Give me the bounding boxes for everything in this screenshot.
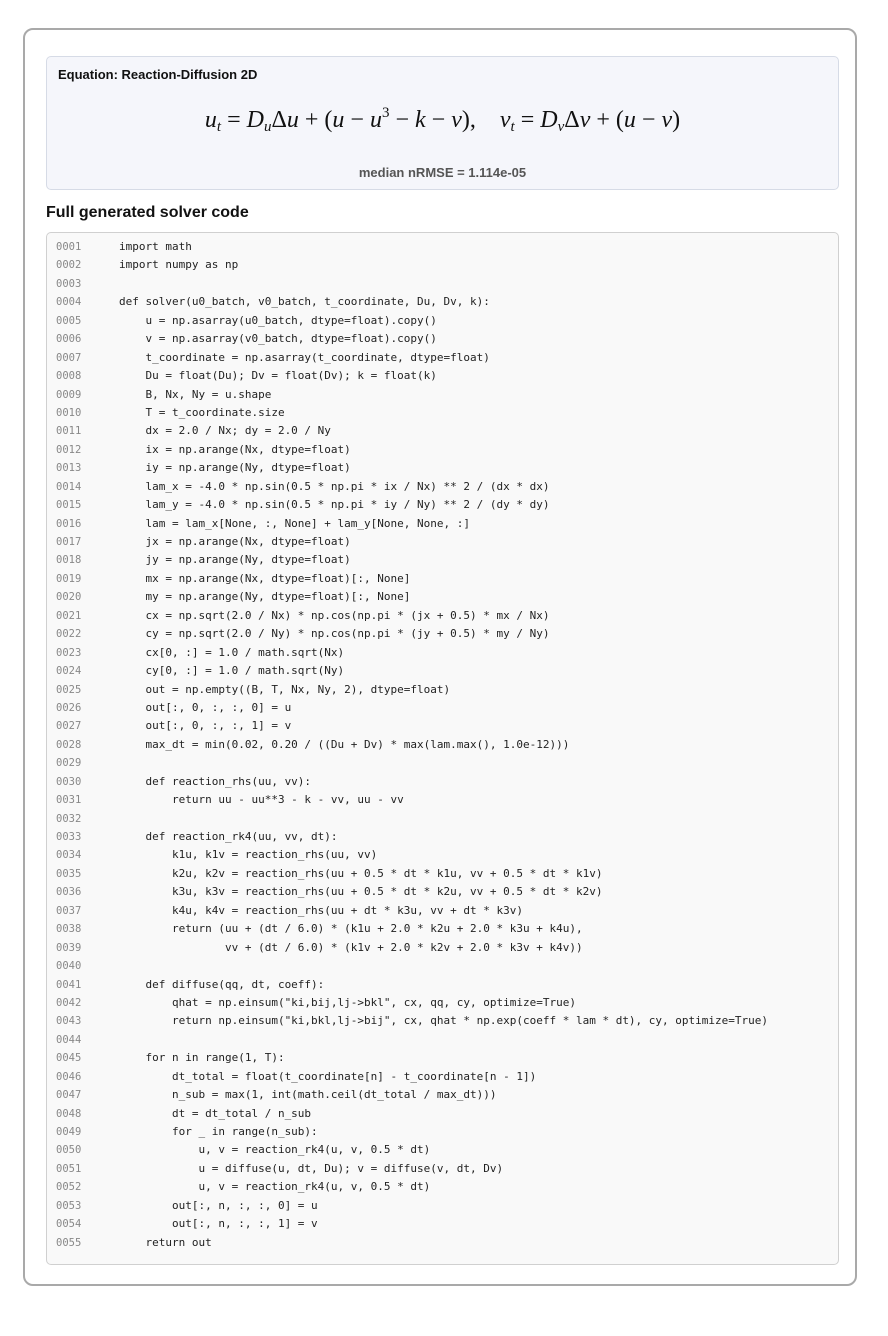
line-text: v = np.asarray(v0_batch, dtype=float).copy(): [119, 332, 437, 346]
line-number: 0018: [56, 554, 82, 567]
line-number: 0046: [56, 1070, 82, 1083]
code-line: [47, 736, 838, 754]
line-text: u, v = reaction_rk4(u, v, 0.5 * dt): [119, 1143, 431, 1157]
line-text: import numpy as np: [119, 258, 239, 272]
line-number: 0051: [56, 1162, 82, 1175]
line-number: 0036: [56, 886, 82, 899]
line-text: mx = np.arange(Nx, dtype=float)[:, None]: [119, 571, 411, 585]
line-text: def reaction_rk4(uu, vv, dt):: [119, 830, 338, 843]
line-number: 0012: [56, 443, 82, 456]
line-text: lam_x = -4.0 * np.sin(0.5 * np.pi * ix / Nx) ** 2 / (dx * dx): [119, 479, 550, 493]
code-line: [47, 939, 838, 957]
code-line: [47, 1012, 838, 1030]
line-text: jy = np.arange(Ny, dtype=float): [119, 553, 351, 567]
line-text: out[:, 0, :, :, 1] = v: [119, 719, 292, 733]
line-number: 0032: [56, 812, 82, 825]
line-number: 0040: [56, 960, 82, 973]
line-text: cx = np.sqrt(2.0 / Nx) * np.cos(np.pi * (jx + 0.5) * mx / Nx): [119, 608, 550, 622]
code-line: [47, 920, 838, 938]
line-text: T = t_coordinate.size: [119, 405, 285, 419]
code-line: [47, 754, 838, 772]
line-number: 0033: [56, 831, 82, 843]
line-number: 0053: [56, 1199, 82, 1212]
line-text: cy = np.sqrt(2.0 / Ny) * np.cos(np.pi * (jy + 0.5) * my / Ny): [119, 627, 550, 641]
code-line: [47, 386, 838, 404]
line-number: 0045: [56, 1052, 82, 1065]
code-line: [47, 1105, 838, 1123]
line-text: u = np.asarray(u0_batch, dtype=float).copy(): [119, 313, 437, 327]
line-text: vv + (dt / 6.0) * (k1v + 2.0 * k2v + 2.0 * k3v + k4v)): [119, 940, 583, 954]
code-line: [47, 1068, 838, 1086]
code-line: [47, 644, 838, 662]
line-text: n_sub = max(1, int(math.ceil(dt_total / max_dt))): [119, 1088, 497, 1102]
line-text: k1u, k1v = reaction_rhs(uu, vv): [119, 848, 378, 862]
code-line: [47, 1031, 838, 1049]
code-line: [47, 1160, 838, 1178]
line-text: dx = 2.0 / Nx; dy = 2.0 / Ny: [119, 424, 331, 438]
code-line: [47, 662, 838, 680]
line-number: 0039: [56, 941, 82, 954]
line-text: import math: [119, 240, 192, 253]
line-text: cy[0, :] = 1.0 / math.sqrt(Ny): [119, 664, 345, 678]
line-number: 0007: [56, 351, 82, 364]
line-number: 0011: [56, 425, 82, 438]
line-number: 0027: [56, 720, 82, 733]
line-text: qhat = np.einsum("ki,bij,lj->bkl", cx, qq, cy, optimize=True): [119, 995, 576, 1009]
code-line: [47, 349, 838, 367]
code-line: [47, 515, 838, 533]
line-text: out[:, n, :, :, 1] = v: [119, 1217, 318, 1231]
line-text: out = np.empty((B, T, Nx, Ny, 2), dtype=float): [119, 682, 451, 696]
line-number: 0022: [56, 628, 82, 641]
line-text: jx = np.arange(Nx, dtype=float): [119, 535, 351, 548]
line-text: return uu - uu**3 - k - vv, uu - vv: [119, 793, 404, 807]
code-line: [47, 496, 838, 514]
line-text: def diffuse(qq, dt, coeff):: [119, 977, 325, 991]
line-number: 0013: [56, 462, 82, 475]
line-number: 0028: [56, 738, 82, 751]
code-line: [47, 533, 838, 551]
line-number: 0015: [56, 499, 82, 512]
line-text: out[:, 0, :, :, 0] = u: [119, 700, 292, 714]
code-block[interactable]: [46, 232, 839, 1265]
code-line: [47, 275, 838, 293]
line-number: 0017: [56, 536, 82, 548]
line-text: k4u, k4v = reaction_rhs(uu + dt * k3u, vv + dt * k3v): [119, 903, 523, 917]
line-number: 0030: [56, 775, 82, 788]
line-text: lam_y = -4.0 * np.sin(0.5 * np.pi * iy / Ny) ** 2 / (dy * dy): [119, 498, 550, 512]
code-line: [47, 681, 838, 699]
line-text: return (uu + (dt / 6.0) * (k1u + 2.0 * k2u + 2.0 * k3u + k4u),: [119, 922, 583, 936]
line-number: 0050: [56, 1144, 82, 1157]
line-text: u, v = reaction_rk4(u, v, 0.5 * dt): [119, 1180, 431, 1194]
equation-title: Equation: Reaction-Diffusion 2D: [58, 67, 258, 82]
line-number: 0024: [56, 665, 82, 678]
line-number: 0005: [56, 314, 82, 327]
code-line: [47, 422, 838, 440]
line-number: 0037: [56, 904, 82, 917]
code-line: [47, 976, 838, 994]
line-text: for _ in range(n_sub):: [119, 1125, 318, 1138]
code-line: [47, 367, 838, 385]
code-line: [47, 256, 838, 274]
line-text: ix = np.arange(Nx, dtype=float): [119, 442, 351, 456]
code-line: [47, 883, 838, 901]
code-line: [47, 1178, 838, 1196]
line-number: 0004: [56, 296, 82, 309]
line-number: 0052: [56, 1181, 82, 1194]
equation-formula: $u_t = D_u\Delta u + (u - u^3 - k - v)$, $v_t = D_v\Delta v + (u - v)$: [204, 105, 681, 135]
line-number: 0049: [56, 1126, 82, 1138]
line-text: my = np.arange(Ny, dtype=float)[:, None]: [119, 590, 411, 604]
line-text: iy = np.arange(Ny, dtype=float): [119, 461, 351, 475]
line-number: 0029: [56, 757, 82, 770]
code-line: [47, 459, 838, 477]
code-line: [47, 238, 838, 256]
code-line: [47, 902, 838, 920]
equation-panel: [46, 56, 839, 190]
code-line: [47, 441, 838, 459]
line-number: 0044: [56, 1033, 82, 1046]
line-text: max_dt = min(0.02, 0.20 / ((Du + Dv) * max(lam.max(), 1.0e-12))): [119, 737, 570, 751]
line-text: return out: [119, 1235, 212, 1249]
line-number: 0020: [56, 591, 82, 604]
line-text: t_coordinate = np.asarray(t_coordinate, dtype=float): [119, 350, 490, 364]
code-line: [47, 330, 838, 348]
line-text: Du = float(Du); Dv = float(Dv); k = float(k): [119, 369, 437, 383]
code-line: [47, 478, 838, 496]
code-line: [47, 1197, 838, 1215]
code-line: [47, 1234, 838, 1252]
line-number: 0026: [56, 701, 82, 714]
line-number: 0038: [56, 923, 82, 936]
code-line: [47, 570, 838, 588]
line-number: 0001: [56, 241, 82, 253]
line-number: 0019: [56, 572, 82, 585]
line-number: 0047: [56, 1089, 82, 1102]
line-text: def solver(u0_batch, v0_batch, t_coordinate, Du, Dv, k):: [119, 295, 490, 309]
line-number: 0002: [56, 259, 82, 272]
solver-card: [23, 28, 857, 1286]
line-text: for n in range(1, T):: [119, 1051, 285, 1065]
code-line: [47, 1123, 838, 1141]
line-number: 0048: [56, 1107, 82, 1120]
code-line: [47, 846, 838, 864]
line-number: 0021: [56, 609, 82, 622]
code-line: [47, 312, 838, 330]
line-number: 0042: [56, 996, 82, 1009]
code-line: [47, 773, 838, 791]
line-text: out[:, n, :, :, 0] = u: [119, 1198, 318, 1212]
median-nrmse-metric: median nRMSE = 1.114e-05: [358, 165, 527, 180]
line-number: 0003: [56, 277, 82, 290]
line-text: lam = lam_x[None, :, None] + lam_y[None, None, :]: [119, 516, 470, 530]
code-line: [47, 717, 838, 735]
code-line: [47, 293, 838, 311]
line-text: return np.einsum("ki,bkl,lj->bij", cx, qhat * np.exp(coeff * lam * dt), cy, optimize=True): [119, 1014, 769, 1028]
code-line: [47, 1141, 838, 1159]
line-text: k2u, k2v = reaction_rhs(uu + 0.5 * dt * k1u, vv + 0.5 * dt * k1v): [119, 866, 603, 880]
code-line: [47, 551, 838, 569]
line-number: 0009: [56, 388, 82, 401]
line-number: 0035: [56, 867, 82, 880]
code-line: [47, 810, 838, 828]
line-text: dt = dt_total / n_sub: [119, 1106, 312, 1120]
line-number: 0025: [56, 683, 82, 696]
code-line: [47, 588, 838, 606]
line-number: 0016: [56, 517, 82, 530]
line-number: 0055: [56, 1236, 82, 1249]
code-line: [47, 1049, 838, 1067]
line-number: 0014: [56, 480, 82, 493]
code-line: [47, 957, 838, 975]
line-text: u = diffuse(u, dt, Du); v = diffuse(v, dt, Dv): [119, 1161, 504, 1175]
line-number: 0041: [56, 978, 82, 991]
code-line: [47, 404, 838, 422]
code-line: [47, 607, 838, 625]
line-text: cx[0, :] = 1.0 / math.sqrt(Nx): [119, 645, 345, 659]
code-line: [47, 1086, 838, 1104]
line-text: B, Nx, Ny = u.shape: [119, 387, 272, 401]
line-number: 0023: [56, 646, 82, 659]
code-line: [47, 994, 838, 1012]
line-number: 0008: [56, 370, 82, 383]
line-number: 0043: [56, 1015, 82, 1028]
code-line: [47, 865, 838, 883]
code-line: [47, 1215, 838, 1233]
line-text: k3u, k3v = reaction_rhs(uu + 0.5 * dt * k2u, vv + 0.5 * dt * k2v): [119, 885, 603, 899]
line-text: dt_total = float(t_coordinate[n] - t_coordinate[n - 1]): [119, 1069, 537, 1083]
code-line: [47, 625, 838, 643]
line-number: 0031: [56, 794, 82, 807]
line-number: 0006: [56, 333, 82, 346]
code-line: [47, 791, 838, 809]
code-line: [47, 699, 838, 717]
line-number: 0054: [56, 1218, 82, 1231]
line-text: def reaction_rhs(uu, vv):: [119, 774, 312, 788]
code-line: [47, 828, 838, 846]
line-number: 0010: [56, 406, 82, 419]
line-number: 0034: [56, 849, 82, 862]
section-heading: Full generated solver code: [46, 204, 249, 221]
